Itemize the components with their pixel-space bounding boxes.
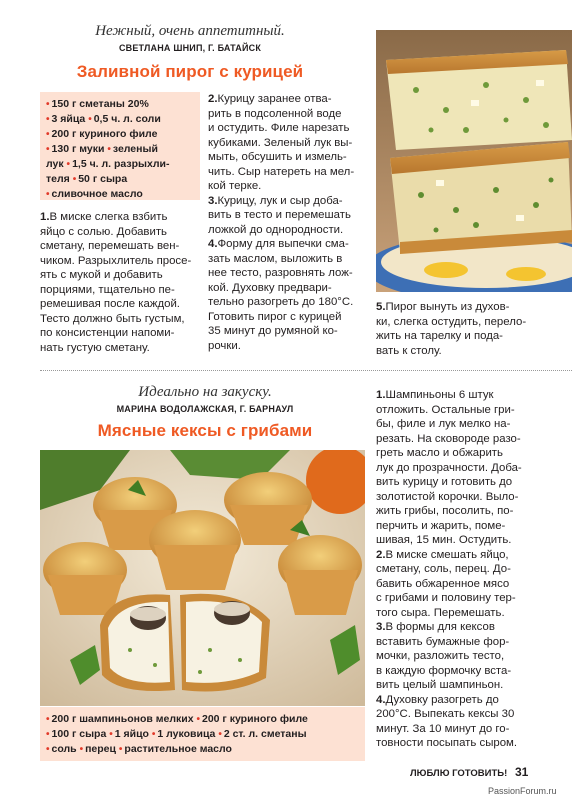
- recipe1-step2: [208, 92, 370, 194]
- bullet-icon: •: [88, 114, 92, 125]
- bullet-icon: •: [218, 729, 222, 740]
- ingredient-line: [46, 157, 194, 172]
- ingredient-line: [46, 112, 194, 127]
- recipe1-step1: [40, 210, 202, 355]
- ingredient-line: [46, 172, 194, 187]
- step-line: шивая, 15 мин. Остудить.: [376, 534, 512, 546]
- step-line: тельно разогреть до 180°С.: [208, 296, 354, 308]
- ingredient-text: 100 г сыра: [51, 728, 110, 740]
- step-line: 200°С. Выпекать кексы 30: [376, 708, 515, 720]
- step-line: 2.В миске смешать яйцо,: [376, 548, 509, 561]
- bullet-icon: •: [46, 129, 50, 140]
- step-line: ять с мукой и добавить: [40, 269, 163, 281]
- bullet-icon: •: [118, 744, 123, 755]
- recipe2-tagline: Идеально на закуску.: [138, 384, 272, 400]
- ingredient-text: лук: [46, 158, 67, 170]
- bullet-icon: •: [46, 729, 50, 740]
- ingredient-text: перец: [85, 743, 119, 755]
- step-line: жить на тарелку и пода-: [376, 330, 503, 342]
- step-line: лук до прозрачности. Доба-: [376, 461, 522, 474]
- step-line: кой. Духовку предвари-: [208, 281, 332, 294]
- ingredient-line: [46, 712, 359, 727]
- ingredient-line: [46, 742, 359, 757]
- ingredient-text: 3 яйца: [51, 113, 89, 125]
- step-line: в каждую формочку вста-: [376, 664, 512, 677]
- step-line: 4.Форму для выпечки сма-: [208, 238, 349, 250]
- step-line: товности посыпать сыром.: [376, 737, 518, 749]
- step-line: кубиками. Зеленый лук вы-: [208, 136, 353, 149]
- bullet-icon: •: [109, 729, 113, 740]
- step-line: вать к столу.: [376, 344, 442, 357]
- step-line: по консистенции напоми-: [40, 327, 175, 339]
- pie-photo: [376, 30, 572, 292]
- step-line: вставить бумажные фор-: [376, 635, 510, 648]
- recipe1-author: СВЕТЛАНА ШНИП, Г. БАТАЙСК: [118, 43, 262, 53]
- recipe1-step5: [376, 300, 572, 358]
- step-line: минут. За 10 минут до го-: [376, 722, 510, 735]
- step-line: золотистой корочки. Выло-: [376, 490, 519, 503]
- step-line: рочки.: [208, 339, 241, 352]
- bullet-icon: •: [46, 99, 50, 110]
- bullet-icon: •: [46, 189, 50, 200]
- step-line: нее тесто, разровнять лож-: [208, 267, 353, 279]
- recipe2-author: МАРИНА ВОДОЛАЖСКАЯ, Г. БАРНАУЛ: [116, 404, 294, 414]
- step-line: зать маслом, выложить в: [208, 252, 343, 265]
- recipe2-step1: [376, 388, 572, 548]
- step-line: вить целый шампиньон.: [376, 679, 504, 691]
- recipe2-title: Мясные кексы с грибами: [97, 421, 313, 440]
- recipe2-step4: [376, 693, 572, 751]
- step-line: Тесто должно быть густым,: [40, 312, 185, 325]
- step-line: ки, слегка остудить, перело-: [376, 315, 527, 328]
- step-line: Готовить пирог с курицей: [208, 310, 342, 323]
- muffins-image: [40, 450, 365, 706]
- step-line: жить грибы, посолить, по-: [376, 505, 514, 517]
- bullet-icon: •: [46, 744, 50, 755]
- ingredient-text: растительное масло: [124, 743, 232, 755]
- recipe2-ingredients-box: [40, 707, 365, 761]
- step-line: чиком. Разрыхлитель просе-: [40, 254, 192, 267]
- step-line: чить. Сыр натереть на мел-: [208, 165, 355, 178]
- bullet-icon: •: [151, 729, 156, 740]
- step-line: греть масло и обжарить: [376, 447, 503, 459]
- step-line: ремешивая после каждой.: [40, 298, 180, 310]
- recipe1-title: Заливной пирог с курицей: [76, 62, 304, 81]
- section-divider: [40, 370, 572, 371]
- bullet-icon: •: [46, 714, 50, 725]
- recipe1-tagline: Нежный, очень аппетитный.: [95, 23, 285, 39]
- bullet-icon: •: [66, 159, 71, 170]
- step-line: нать густую сметану.: [40, 341, 150, 354]
- step-line: 3.В формы для кексов: [376, 621, 495, 633]
- page-number: 31: [515, 765, 529, 779]
- step-line: бы, филе и лук мелко на-: [376, 418, 511, 430]
- step-line: 2.Курицу заранее отва-: [208, 93, 332, 105]
- ingredient-text: 0,5 ч. л. соли: [93, 113, 161, 125]
- ingredient-text: 2 ст. л. сметаны: [223, 728, 307, 740]
- ingredient-text: зеленый: [112, 143, 158, 155]
- pie-image: [376, 30, 572, 292]
- step-line: мочки, разложить тесто,: [376, 650, 505, 662]
- ingredient-text: 200 г куриного филе: [51, 128, 158, 140]
- step-line: рить в подсоленной воде: [208, 107, 342, 120]
- ingredient-text: 1 луковица: [157, 728, 219, 740]
- recipe2-ingredient-list: [46, 712, 359, 757]
- ingredient-text: 50 г сыра: [78, 173, 128, 185]
- bullet-icon: •: [46, 114, 50, 125]
- bullet-icon: •: [46, 144, 50, 155]
- ingredient-text: сливочное масло: [51, 188, 143, 200]
- recipe2-steps: [376, 388, 572, 751]
- bullet-icon: •: [107, 144, 111, 155]
- ingredient-line: [46, 187, 194, 202]
- bullet-icon: •: [196, 714, 200, 725]
- ingredient-text: 130 г муки: [51, 143, 108, 155]
- ingredient-text: теля: [46, 173, 73, 185]
- step-line: 1.В миске слегка взбить: [40, 211, 168, 223]
- ingredient-text: 1,5 ч. л. разрыхли-: [72, 158, 170, 170]
- ingredient-line: [46, 142, 194, 157]
- bullet-icon: •: [79, 744, 84, 755]
- ingredient-line: [46, 127, 194, 142]
- watermark: PassionForum.ru: [488, 786, 557, 796]
- step-line: вить курицу и готовить до: [376, 476, 513, 488]
- step-line: бавить обжаренное мясо: [376, 577, 510, 590]
- ingredient-line: [46, 727, 359, 742]
- step-line: 3.Курицу, лук и сыр доба-: [208, 194, 343, 207]
- ingredient-text: 150 г сметаны 20%: [51, 98, 149, 110]
- step-line: яйцо с солью. Добавить: [40, 225, 167, 238]
- ingredient-line: [46, 97, 194, 112]
- step-line: порциями, тщательно пе-: [40, 283, 175, 296]
- step-line: 5.Пирог вынуть из духов-: [376, 301, 510, 313]
- ingredient-text: 1 яйцо: [114, 728, 152, 740]
- ingredient-text: 200 г куриного филе: [202, 713, 308, 725]
- step-line: с грибами и половину тер-: [376, 592, 516, 604]
- muffins-photo: [40, 450, 365, 706]
- step-line: 1.Шампиньоны 6 штук: [376, 389, 494, 401]
- step-line: и остудить. Филе нарезать: [208, 122, 350, 134]
- step-line: 35 минут до румяной ко-: [208, 325, 338, 337]
- step-line: 4.Духовку разогреть до: [376, 693, 499, 706]
- recipe1-step3: [208, 194, 370, 238]
- recipe2-step2: [376, 548, 572, 621]
- magazine-name: ЛЮБЛЮ ГОТОВИТЬ!: [410, 768, 508, 779]
- recipe2-step3: [376, 620, 572, 693]
- step-line: резать. На сковороде разо-: [376, 432, 521, 445]
- ingredient-text: соль: [51, 743, 80, 755]
- step-line: мыть, обсушить и измель-: [208, 151, 347, 163]
- step-line: сметану, перемешать вен-: [40, 240, 180, 252]
- step-line: отложить. Остальные гри-: [376, 403, 515, 416]
- bullet-icon: •: [72, 174, 77, 185]
- step-line: кой терке.: [208, 180, 262, 192]
- recipe1-ingredient-list: [46, 97, 194, 202]
- ingredient-text: 200 г шампиньонов мелких: [51, 713, 197, 725]
- recipe1-ingredients-box: [40, 92, 200, 200]
- step-line: того сыра. Перемешать.: [376, 606, 505, 619]
- step-line: перчить и жарить, поме-: [376, 519, 506, 532]
- recipe1-column2: [208, 92, 370, 353]
- recipe1-step4: [208, 237, 370, 353]
- step-line: вить в тесто и перемешать: [208, 209, 351, 221]
- step-line: сметану, соль, перец. До-: [376, 563, 511, 575]
- step-line: ложкой до однородности.: [208, 223, 344, 236]
